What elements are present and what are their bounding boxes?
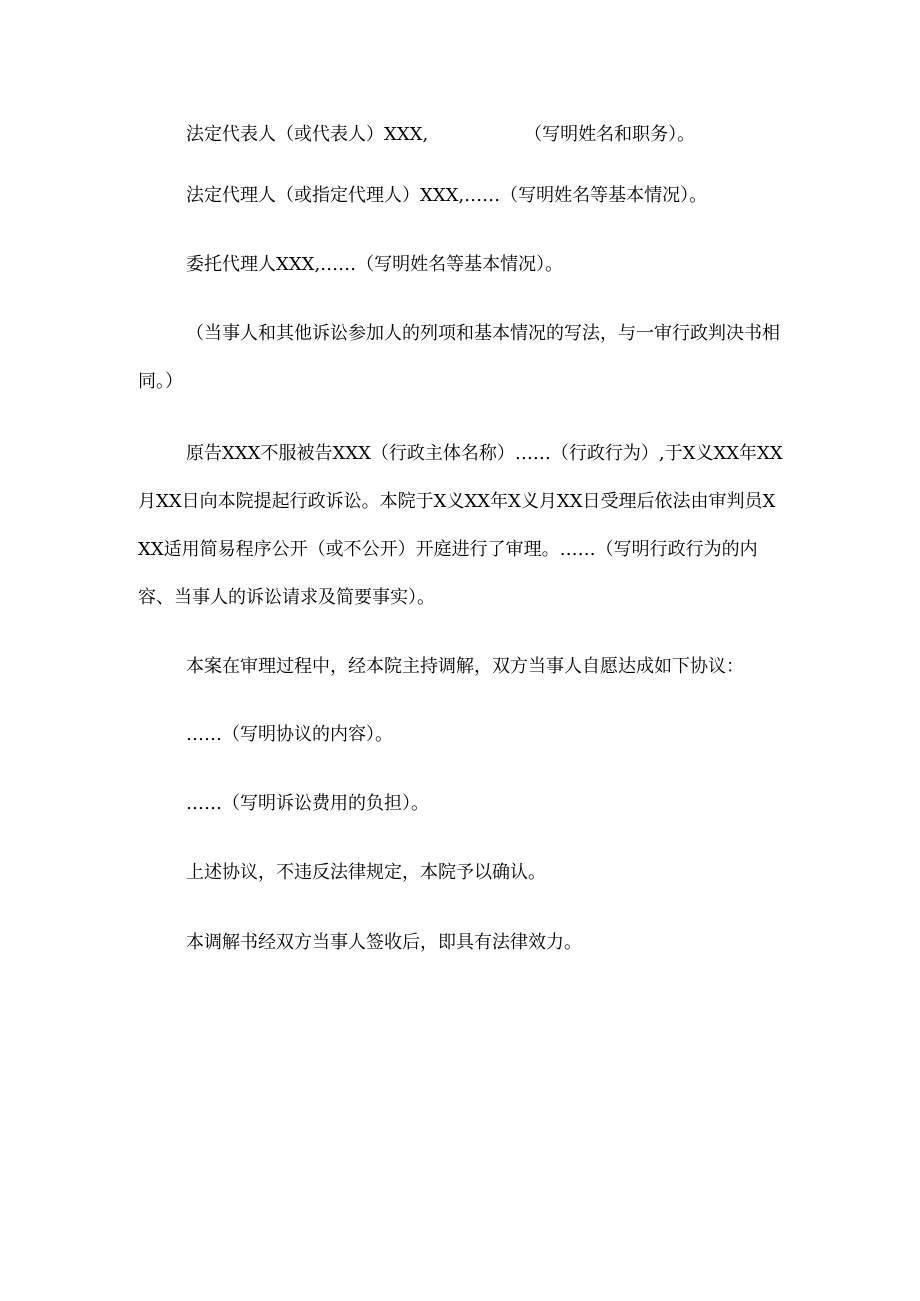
- legal-representative-line: [138, 111, 786, 159]
- confirmation-line: 上述协议，不违反法律规定，本院予以确认。: [186, 862, 546, 883]
- legal-representative-prefix: 法定代表人（或代表人）XXX,: [186, 124, 429, 145]
- effectiveness-line: 本调解书经双方当事人签收后，即具有法律效力。: [186, 932, 582, 953]
- legal-agent-line: 法定代理人（或指定代理人）XXX,……（写明姓名等基本情况）。: [186, 185, 708, 206]
- litigation-costs-line: ……（写明诉讼费用的负担）。: [186, 793, 429, 814]
- legal-representative-suffix: （写明姓名和职务）。: [524, 124, 696, 145]
- case-facts-paragraph: 原告XXX不服被告XXX（行政主体名称）……（行政行为）,于X义XX年XX月XX日向本院提起行政诉讼。本院于X义XX年X义月XX日受理后依法由审判员XXX适用简易程序公开（或不公开）开庭进行了审理。……（写明行政行为的内容、当事人的诉讼请求及简要事实）。: [138, 443, 783, 608]
- parties-note-paragraph: （当事人和其他诉讼参加人的列项和基本情况的写法，与一审行政判决书相同。）: [138, 323, 780, 392]
- agreement-content-line: ……（写明协议的内容）。: [186, 724, 393, 745]
- entrusted-agent-line: 委托代理人XXX,……（写明姓名等基本情况）。: [186, 254, 564, 275]
- mediation-intro-line: 本案在审理过程中，经本院主持调解，双方当事人自愿达成如下协议：: [186, 656, 744, 677]
